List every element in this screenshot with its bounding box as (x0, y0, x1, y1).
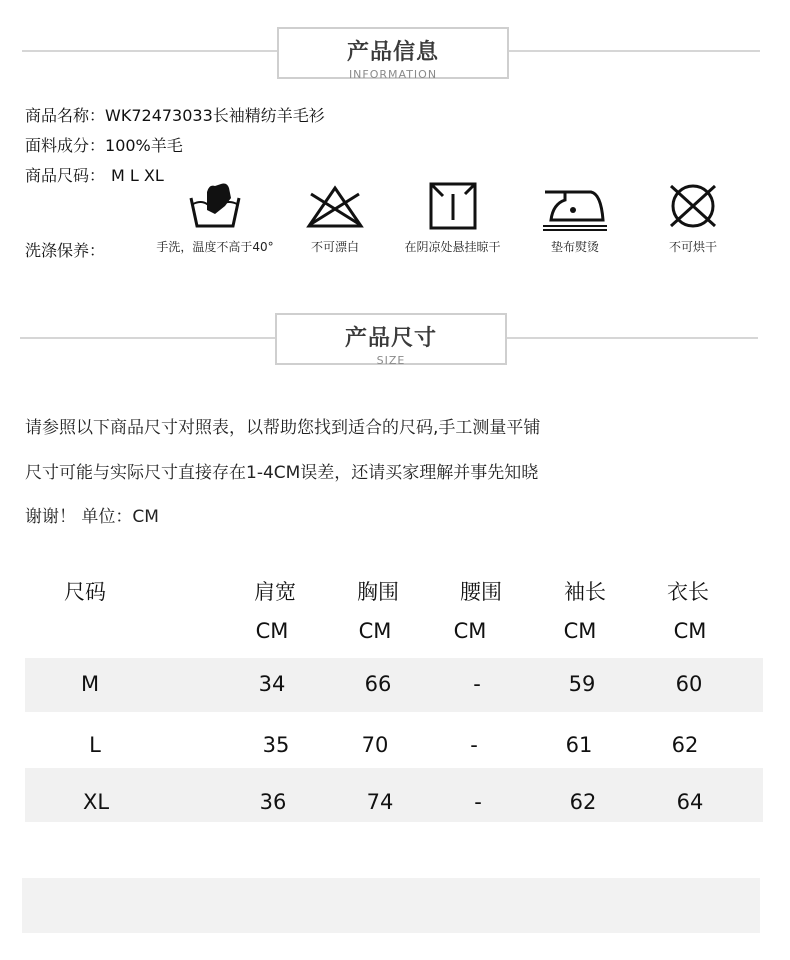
header-length: 衣长 (667, 580, 709, 604)
cell-shoulder: 36 (259, 790, 287, 814)
product-name-label: 商品名称： (25, 106, 106, 125)
size-label: 商品尺码： (25, 166, 106, 185)
product-name-line (25, 103, 325, 126)
cell-waist: - (473, 672, 481, 696)
fabric-label: 面料成分： (25, 136, 106, 155)
cell-size: M (80, 672, 100, 696)
care-line (25, 238, 105, 261)
cell-length: 64 (676, 790, 704, 814)
care-label-line-dry: 在阴凉处悬挂晾干 (404, 240, 501, 254)
header-chest: 胸围 (357, 580, 399, 604)
cell-shoulder: 34 (258, 672, 286, 696)
section-divider-right (507, 50, 760, 52)
section-title: 产品信息 (346, 40, 439, 65)
size-subtitle: SIZE (376, 354, 406, 367)
header-shoulder: 肩宽 (254, 580, 296, 604)
cell-shoulder: 35 (262, 733, 290, 757)
cell-chest: 66 (364, 672, 392, 696)
unit-waist: CM (453, 619, 487, 643)
fabric-line (25, 133, 183, 156)
line-dry-shade-icon (425, 180, 481, 232)
section-divider-left (22, 50, 277, 52)
header-size: 尺码 (64, 580, 106, 604)
size-title: 产品尺寸 (344, 326, 437, 351)
note-line-1: 请参照以下商品尺寸对照表，以帮助您找到适合的尺码,手工测量平铺 (25, 418, 541, 438)
size-title-box (275, 313, 507, 365)
section-title-box (277, 27, 509, 79)
cell-length: 62 (671, 733, 699, 757)
bottom-panel (22, 878, 760, 933)
cell-sleeve: 61 (565, 733, 593, 757)
cell-chest: 70 (361, 733, 389, 757)
header-sleeve: 袖长 (564, 580, 606, 604)
care-item-no-tumble (648, 180, 738, 255)
unit-shoulder: CM (255, 619, 289, 643)
care-label-no-tumble: 不可烘干 (668, 240, 717, 254)
cell-length: 60 (675, 672, 703, 696)
cell-chest: 74 (366, 790, 394, 814)
note-line-2: 尺寸可能与实际尺寸直接存在1-4CM误差，还请买家理解并事先知晓 (25, 463, 539, 483)
cell-sleeve: 59 (568, 672, 596, 696)
fabric-value: 100%羊毛 (105, 136, 183, 155)
no-tumble-dry-icon (665, 180, 721, 232)
no-bleach-icon (303, 180, 367, 232)
product-name-value: WK72473033长袖精纺羊毛衫 (105, 106, 325, 125)
header-waist: 腰围 (460, 580, 502, 604)
size-divider-left (20, 337, 275, 339)
unit-length: CM (673, 619, 707, 643)
care-label-no-bleach: 不可漂白 (310, 240, 359, 254)
care-label-hand-wash: 手洗，温度不高于40° (156, 240, 274, 254)
cell-size: XL (82, 790, 110, 814)
iron-with-cloth-icon (541, 180, 609, 232)
care-item-line-dry (385, 180, 520, 255)
unit-sleeve: CM (563, 619, 597, 643)
unit-chest: CM (358, 619, 392, 643)
size-value: M L XL (111, 166, 164, 185)
cell-size: L (89, 733, 101, 757)
size-divider-right (505, 337, 758, 339)
hand-wash-icon (185, 180, 245, 232)
care-label-iron: 垫布熨烫 (550, 240, 599, 254)
cell-waist: - (474, 790, 482, 814)
cell-sleeve: 62 (569, 790, 597, 814)
care-item-no-bleach (290, 180, 380, 255)
section-subtitle: INFORMATION (348, 68, 438, 81)
care-label: 洗涤保养： (25, 241, 106, 260)
care-item-hand-wash (140, 180, 290, 255)
note-line-3: 谢谢！ 单位：CM (25, 507, 159, 527)
cell-waist: - (470, 733, 478, 757)
care-item-iron (530, 180, 620, 255)
